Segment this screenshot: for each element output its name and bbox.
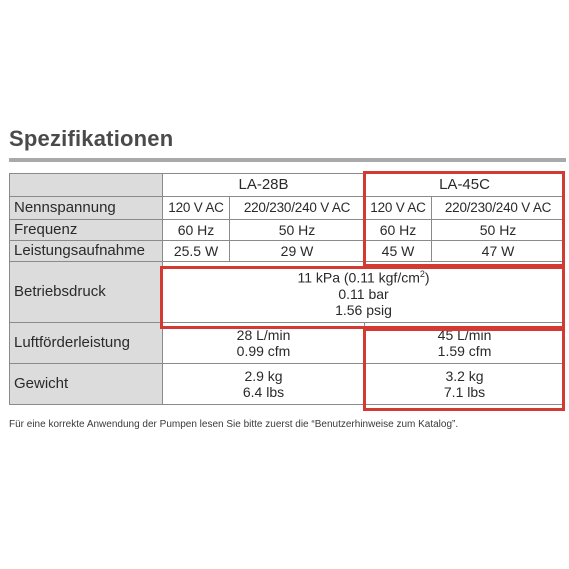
weight-la-45c-kg: 3.2 kg [445, 368, 484, 384]
row-label-weight: Gewicht [10, 364, 163, 405]
pressure-line-psig: 1.56 psig [335, 301, 392, 318]
specifications-table [9, 173, 565, 405]
table-cell: 220/230/240 V AC [230, 197, 365, 220]
table-corner-cell [10, 174, 163, 197]
airflow-la-45c-lmin: 45 L/min [437, 327, 492, 343]
row-label-frequency: Frequenz [10, 220, 163, 241]
footnote: Für eine korrekte Anwendung der Pumpen lesen Sie bitte zuerst die “Benutzerhinweise zum Katalog”. [9, 419, 459, 430]
table-cell: 220/230/240 V AC [432, 197, 565, 220]
table-cell: 29 W [230, 241, 365, 262]
weight-la-45c-lbs: 7.1 lbs [443, 384, 486, 400]
row-label-pressure: Betriebsdruck [10, 262, 163, 323]
table-cell: 50 Hz [230, 220, 365, 241]
table-cell: 120 V AC [365, 197, 432, 220]
pressure-line-kpa: 11 kPa (0.11 kgf/$cm^2$) [297, 269, 430, 286]
airflow-la-45c-cfm: 1.59 cfm [437, 343, 492, 359]
airflow-la-28b-cfm: 0.99 cfm [236, 343, 291, 359]
row-label-airflow: Luftförderleistung [10, 323, 163, 364]
table-row-voltage [10, 197, 565, 220]
airflow-la-28b-lmin: 28 L/min [236, 327, 291, 343]
model-header-la-45c: LA-45C [365, 174, 565, 197]
pressure-value-cell [163, 262, 565, 323]
weight-la-28b-lbs: 6.4 lbs [242, 384, 285, 400]
model-header-la-28b: LA-28B [163, 174, 365, 197]
table-row-models [10, 174, 565, 197]
row-label-power: Leistungsaufnahme [10, 241, 163, 262]
table-cell: 120 V AC [163, 197, 230, 220]
table-row-pressure [10, 262, 565, 323]
table-row-weight [10, 364, 565, 405]
weight-la-28b-cell [163, 364, 365, 405]
table-row-power [10, 241, 565, 262]
airflow-la-28b-cell [163, 323, 365, 364]
weight-la-45c-cell [365, 364, 565, 405]
table-cell: 25.5 W [163, 241, 230, 262]
table-cell: 50 Hz [432, 220, 565, 241]
row-label-voltage: Nennspannung [10, 197, 163, 220]
table-cell: 47 W [432, 241, 565, 262]
title-divider [9, 158, 566, 162]
airflow-la-45c-cell [365, 323, 565, 364]
table-cell: 45 W [365, 241, 432, 262]
table-cell: 60 Hz [163, 220, 230, 241]
page-title: Spezifikationen [9, 126, 174, 151]
table-row-frequency [10, 220, 565, 241]
weight-la-28b-kg: 2.9 kg [244, 368, 283, 384]
table-cell: 60 Hz [365, 220, 432, 241]
table-row-airflow [10, 323, 565, 364]
pressure-line-bar: 0.11 bar [338, 285, 389, 302]
